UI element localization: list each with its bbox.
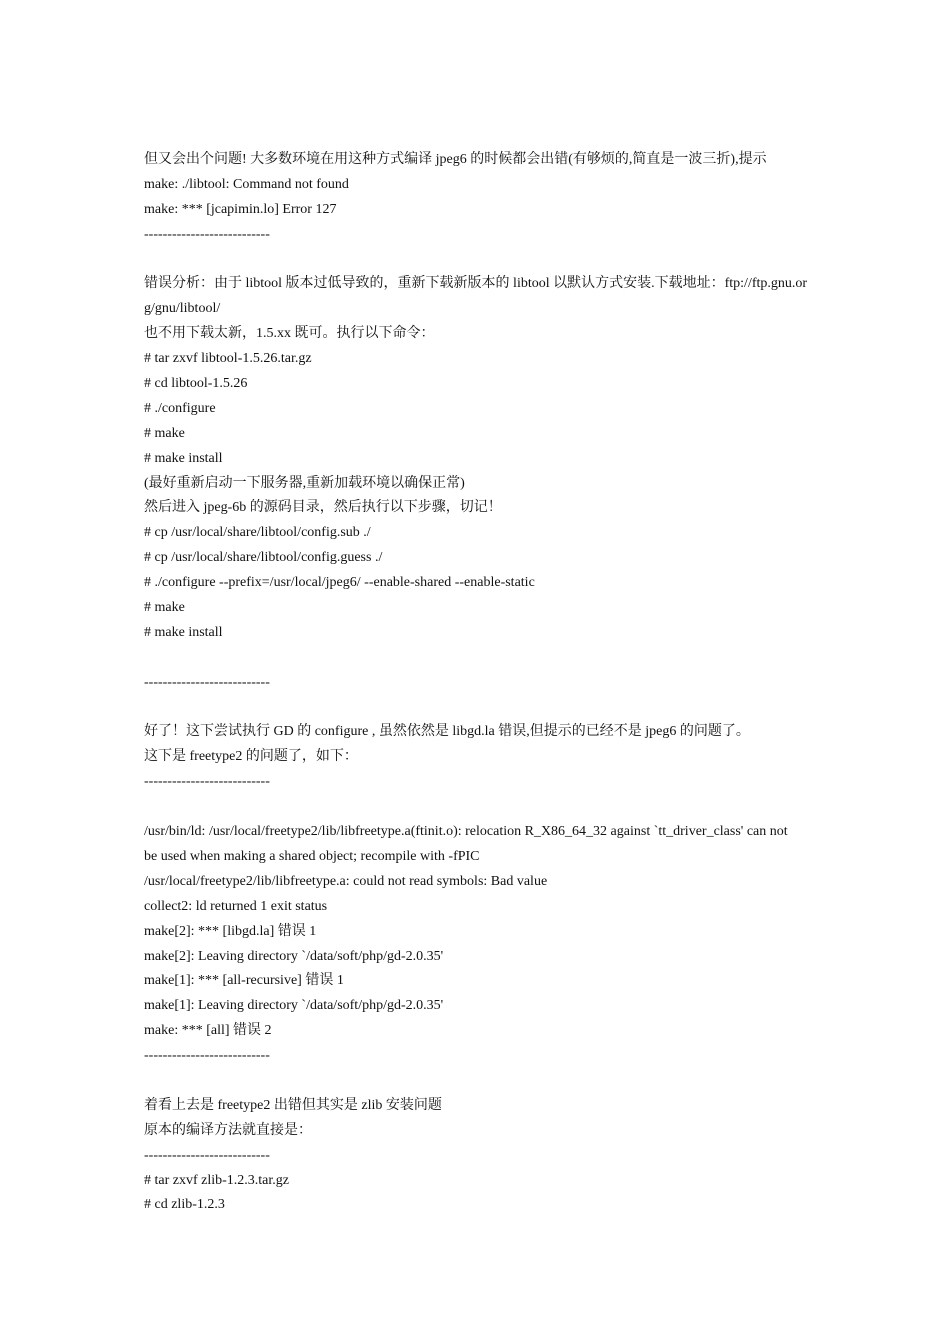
command-line: # make install — [144, 450, 223, 466]
divider-line: --------------------------- — [144, 674, 270, 690]
text-line: 原本的编译方法就直接是： — [144, 1122, 312, 1138]
command-line: # cd libtool-1.5.26 — [144, 376, 248, 392]
divider-line: --------------------------- — [144, 1147, 270, 1163]
text-line: 错误分析：由于 libtool 版本过低导致的，重新下载新版本的 libtool 以默认方式安装.下载地址：ftp://ftp.gnu.or — [144, 276, 808, 292]
command-line: # tar zxvf zlib-1.2.3.tar.gz — [144, 1172, 290, 1188]
divider-line: --------------------------- — [144, 774, 270, 790]
text-line: 这下是 freetype2 的问题了，如下： — [144, 749, 358, 765]
blank-line — [144, 646, 810, 671]
error-output-line: collect2: ld returned 1 exit status — [144, 898, 328, 914]
blank-line — [144, 1069, 810, 1094]
error-output-line: /usr/local/freetype2/lib/libfreetype.a: could not read symbols: Bad value — [144, 873, 548, 889]
text-line: 然后进入 jpeg-6b 的源码目录，然后执行以下步骤，切记！ — [144, 500, 502, 516]
text-line: make: *** [jcapimin.lo] Error 127 — [144, 201, 337, 217]
text-line: g/gnu/libtool/ — [144, 301, 221, 317]
command-line: # cp /usr/local/share/libtool/config.sub ./ — [144, 525, 371, 541]
document-body — [144, 148, 810, 1218]
command-line: # make — [144, 600, 185, 616]
text-line: 好了！这下尝试执行 GD 的 configure , 虽然依然是 libgd.la 错误,但提示的已经不是 jpeg6 的问题了。 — [144, 724, 750, 740]
text-line: make: ./libtool: Command not found — [144, 176, 349, 192]
error-output-line: make[2]: Leaving directory `/data/soft/php/gd-2.0.35' — [144, 948, 444, 964]
error-output-line: /usr/bin/ld: /usr/local/freetype2/lib/libfreetype.a(ftinit.o): relocation R_X86_64_32 against `tt_driver_class' can not — [144, 824, 788, 840]
text-line: 也不用下载太新，1.5.xx 既可。执行以下命令： — [144, 326, 435, 342]
divider-line: --------------------------- — [144, 226, 270, 242]
command-line: # ./configure --prefix=/usr/local/jpeg6/ --enable-shared --enable-static — [144, 575, 535, 591]
error-output-line: be used when making a shared object; recompile with -fPIC — [144, 848, 480, 864]
command-line: # ./configure — [144, 400, 216, 416]
command-line: # tar zxvf libtool-1.5.26.tar.gz — [144, 351, 312, 367]
divider-line: --------------------------- — [144, 1048, 270, 1064]
command-line: # make install — [144, 624, 223, 640]
command-line: # cp /usr/local/share/libtool/config.guess ./ — [144, 550, 383, 566]
text-line: 着看上去是 freetype2 出错但其实是 zlib 安装问题 — [144, 1097, 442, 1113]
command-line: # make — [144, 425, 185, 441]
blank-line — [144, 696, 810, 721]
blank-line — [144, 248, 810, 273]
error-output-line: make[2]: *** [libgd.la] 错误 1 — [144, 923, 317, 939]
error-output-line: make[1]: *** [all-recursive] 错误 1 — [144, 973, 344, 989]
error-output-line: make[1]: Leaving directory `/data/soft/php/gd-2.0.35' — [144, 998, 444, 1014]
text-line: 但又会出个问题! 大多数环境在用这种方式编译 jpeg6 的时候都会出错(有够烦的,简直是一波三折),提示 — [144, 152, 767, 167]
blank-line — [144, 795, 810, 820]
command-line: # cd zlib-1.2.3 — [144, 1197, 225, 1213]
error-output-line: make: *** [all] 错误 2 — [144, 1023, 272, 1039]
text-line: (最好重新启动一下服务器,重新加载环境以确保正常) — [144, 475, 465, 491]
